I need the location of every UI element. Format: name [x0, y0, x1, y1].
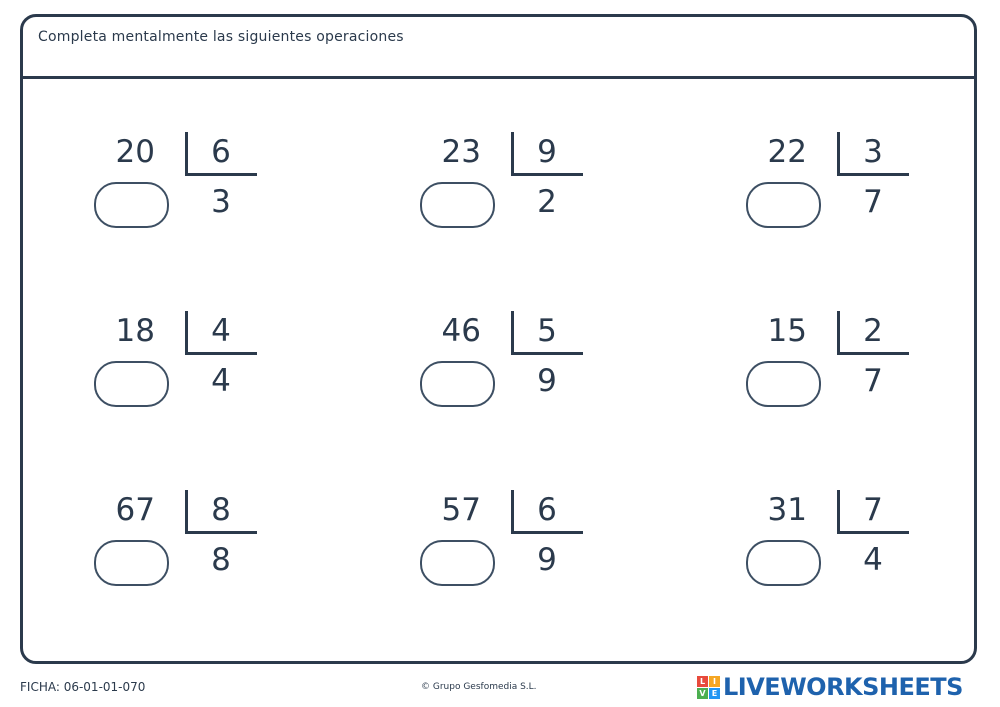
quotient: 8 [211, 542, 231, 578]
divisor: 6 [211, 134, 231, 170]
liveworksheets-logo[interactable] [697, 672, 963, 702]
dividend: 20 [115, 134, 155, 170]
quotient: 9 [537, 363, 557, 399]
badge-letter: L [697, 676, 708, 687]
division-bracket [837, 132, 840, 176]
quotient: 3 [211, 184, 231, 220]
remainder-input[interactable] [746, 182, 821, 228]
division-bracket-line [837, 531, 909, 534]
divisor: 2 [863, 313, 883, 349]
quotient: 4 [863, 542, 883, 578]
division-problem [411, 311, 611, 431]
division-bracket-line [511, 173, 583, 176]
dividend: 22 [767, 134, 807, 170]
division-bracket-line [185, 352, 257, 355]
division-bracket [837, 490, 840, 534]
dividend: 15 [767, 313, 807, 349]
division-bracket-line [185, 173, 257, 176]
division-problem [737, 311, 937, 431]
quotient: 7 [863, 184, 883, 220]
quotient: 7 [863, 363, 883, 399]
quotient: 9 [537, 542, 557, 578]
dividend: 18 [115, 313, 155, 349]
division-bracket-line [511, 352, 583, 355]
divisor: 4 [211, 313, 231, 349]
dividend: 31 [767, 492, 807, 528]
dividend: 23 [441, 134, 481, 170]
divisor: 8 [211, 492, 231, 528]
division-bracket [511, 132, 514, 176]
remainder-input[interactable] [420, 182, 495, 228]
division-bracket [185, 311, 188, 355]
dividend: 67 [115, 492, 155, 528]
divisor: 6 [537, 492, 557, 528]
division-problem [85, 311, 285, 431]
division-problem [737, 490, 937, 610]
worksheet-code: FICHA: 06-01-01-070 [20, 680, 146, 694]
division-bracket [511, 311, 514, 355]
division-bracket-line [511, 531, 583, 534]
liveworksheets-badge-icon [697, 676, 720, 699]
division-problem [411, 132, 611, 252]
division-problem [411, 490, 611, 610]
division-problem [85, 490, 285, 610]
remainder-input[interactable] [420, 540, 495, 586]
badge-letter: V [697, 688, 708, 699]
remainder-input[interactable] [746, 361, 821, 407]
division-problem [85, 132, 285, 252]
divisor: 9 [537, 134, 557, 170]
division-problem [737, 132, 937, 252]
remainder-input[interactable] [94, 361, 169, 407]
header-bar [23, 17, 974, 79]
dividend: 46 [441, 313, 481, 349]
quotient: 2 [537, 184, 557, 220]
badge-letter: E [709, 688, 720, 699]
badge-letter: I [709, 676, 720, 687]
division-bracket-line [837, 173, 909, 176]
quotient: 4 [211, 363, 231, 399]
divisor: 5 [537, 313, 557, 349]
divisor: 7 [863, 492, 883, 528]
instruction-text: Completa mentalmente las siguientes operaciones [38, 29, 404, 45]
remainder-input[interactable] [94, 182, 169, 228]
remainder-input[interactable] [746, 540, 821, 586]
copyright-text: © Grupo Gesfomedia S.L. [421, 682, 537, 692]
division-bracket-line [185, 531, 257, 534]
division-bracket [185, 490, 188, 534]
divisor: 3 [863, 134, 883, 170]
division-bracket [837, 311, 840, 355]
division-bracket-line [837, 352, 909, 355]
division-bracket [511, 490, 514, 534]
liveworksheets-wordmark: LIVEWORKSHEETS [723, 673, 963, 701]
remainder-input[interactable] [94, 540, 169, 586]
remainder-input[interactable] [420, 361, 495, 407]
dividend: 57 [441, 492, 481, 528]
division-bracket [185, 132, 188, 176]
